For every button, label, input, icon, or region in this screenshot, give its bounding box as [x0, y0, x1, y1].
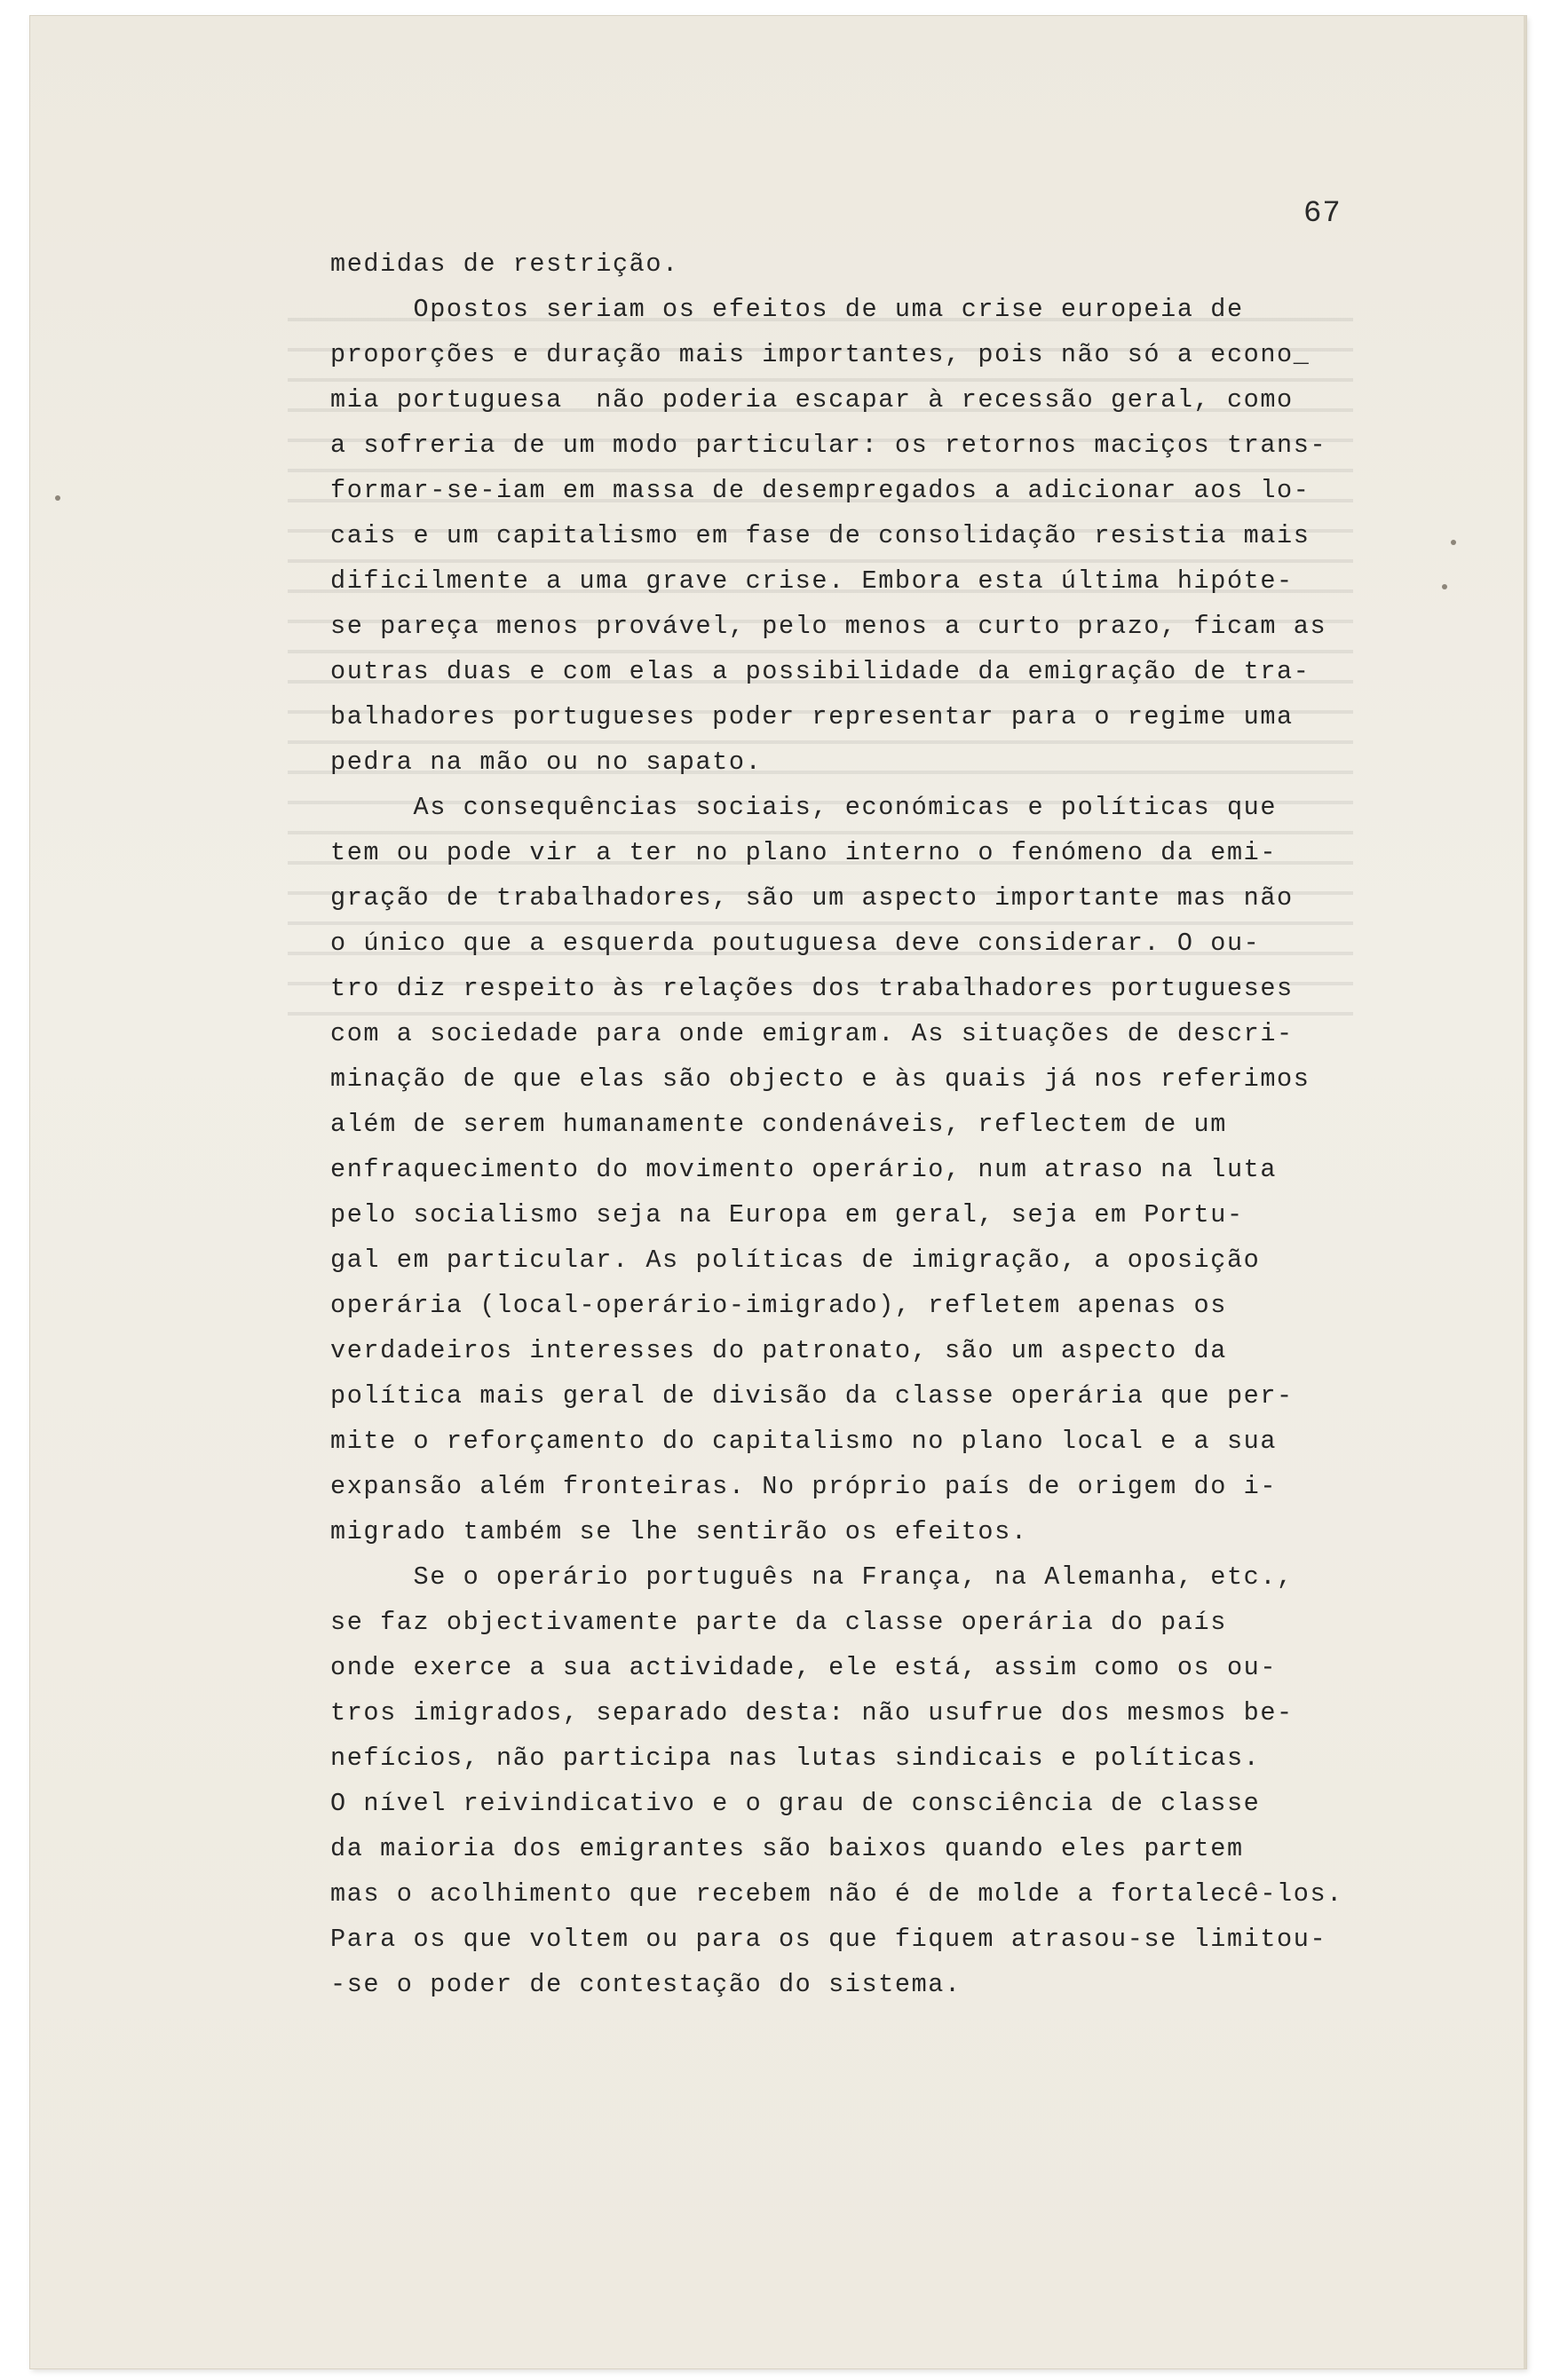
- paper-speck: [55, 495, 60, 501]
- text-line: tem ou pode vir a ter no plano interno o fenómeno da emi-: [330, 838, 1278, 867]
- text-line: migrado também se lhe sentirão os efeitos.: [330, 1517, 1028, 1546]
- text-line: gração de trabalhadores, são um aspecto importante mas não: [330, 883, 1294, 913]
- text-line: da maioria dos emigrantes são baixos quando eles partem: [330, 1834, 1244, 1863]
- text-line: formar-se-iam em massa de desempregados a adicionar aos lo-: [330, 476, 1310, 505]
- text-line: gal em particular. As políticas de imigração, a oposição: [330, 1245, 1261, 1275]
- text-line: balhadores portugueses poder representar para o regime uma: [330, 702, 1294, 731]
- text-line: se pareça menos provável, pelo menos a curto prazo, ficam as: [330, 612, 1327, 641]
- text-line: outras duas e com elas a possibilidade da emigração de tra-: [330, 657, 1310, 686]
- body-text: [330, 241, 1449, 2007]
- text-line: onde exerce a sua actividade, ele está, assim como os ou-: [330, 1653, 1278, 1682]
- text-line: pedra na mão ou no sapato.: [330, 747, 763, 777]
- text-line: operária (local-operário-imigrado), refletem apenas os: [330, 1291, 1227, 1320]
- text-line: dificilmente a uma grave crise. Embora esta última hipóte-: [330, 566, 1294, 596]
- text-line: enfraquecimento do movimento operário, num atraso na luta: [330, 1155, 1278, 1184]
- text-line: As consequências sociais, económicas e políticas que: [330, 793, 1278, 822]
- page-number: 67: [1303, 197, 1342, 231]
- text-line: Para os que voltem ou para os que fiquem atrasou-se limitou-: [330, 1925, 1327, 1954]
- text-line: a sofreria de um modo particular: os retornos maciços trans-: [330, 431, 1327, 460]
- text-line: tro diz respeito às relações dos trabalhadores portugueses: [330, 974, 1294, 1003]
- text-line: medidas de restrição.: [330, 249, 679, 279]
- text-line: minação de que elas são objecto e às quais já nos referimos: [330, 1064, 1310, 1094]
- text-line: cais e um capitalismo em fase de consolidação resistia mais: [330, 521, 1310, 550]
- text-line: pelo socialismo seja na Europa em geral, seja em Portu-: [330, 1200, 1244, 1230]
- paper-speck: [1451, 540, 1456, 545]
- text-line: proporções e duração mais importantes, pois não só a econo_: [330, 340, 1310, 369]
- text-line: nefícios, não participa nas lutas sindicais e políticas.: [330, 1743, 1261, 1773]
- text-line: Opostos seriam os efeitos de uma crise europeia de: [330, 295, 1244, 324]
- text-line: mia portuguesa não poderia escapar à recessão geral, como: [330, 385, 1294, 415]
- text-line: política mais geral de divisão da classe operária que per-: [330, 1381, 1294, 1411]
- text-line: mas o acolhimento que recebem não é de molde a fortalecê-los.: [330, 1879, 1343, 1909]
- text-line: tros imigrados, separado desta: não usufrue dos mesmos be-: [330, 1698, 1294, 1728]
- text-line: se faz objectivamente parte da classe operária do país: [330, 1608, 1227, 1637]
- text-line: com a sociedade para onde emigram. As situações de descri-: [330, 1019, 1294, 1048]
- text-line: além de serem humanamente condenáveis, reflectem de um: [330, 1110, 1227, 1139]
- text-line: O nível reivindicativo e o grau de consciência de classe: [330, 1789, 1261, 1818]
- text-line: -se o poder de contestação do sistema.: [330, 1970, 962, 1999]
- text-line: verdadeiros interesses do patronato, são um aspecto da: [330, 1336, 1227, 1365]
- text-line: mite o reforçamento do capitalismo no plano local e a sua: [330, 1427, 1278, 1456]
- text-line: Se o operário português na França, na Alemanha, etc.,: [330, 1562, 1294, 1592]
- text-line: o único que a esquerda poutuguesa deve considerar. O ou-: [330, 929, 1261, 958]
- text-line: expansão além fronteiras. No próprio país de origem do i-: [330, 1472, 1278, 1501]
